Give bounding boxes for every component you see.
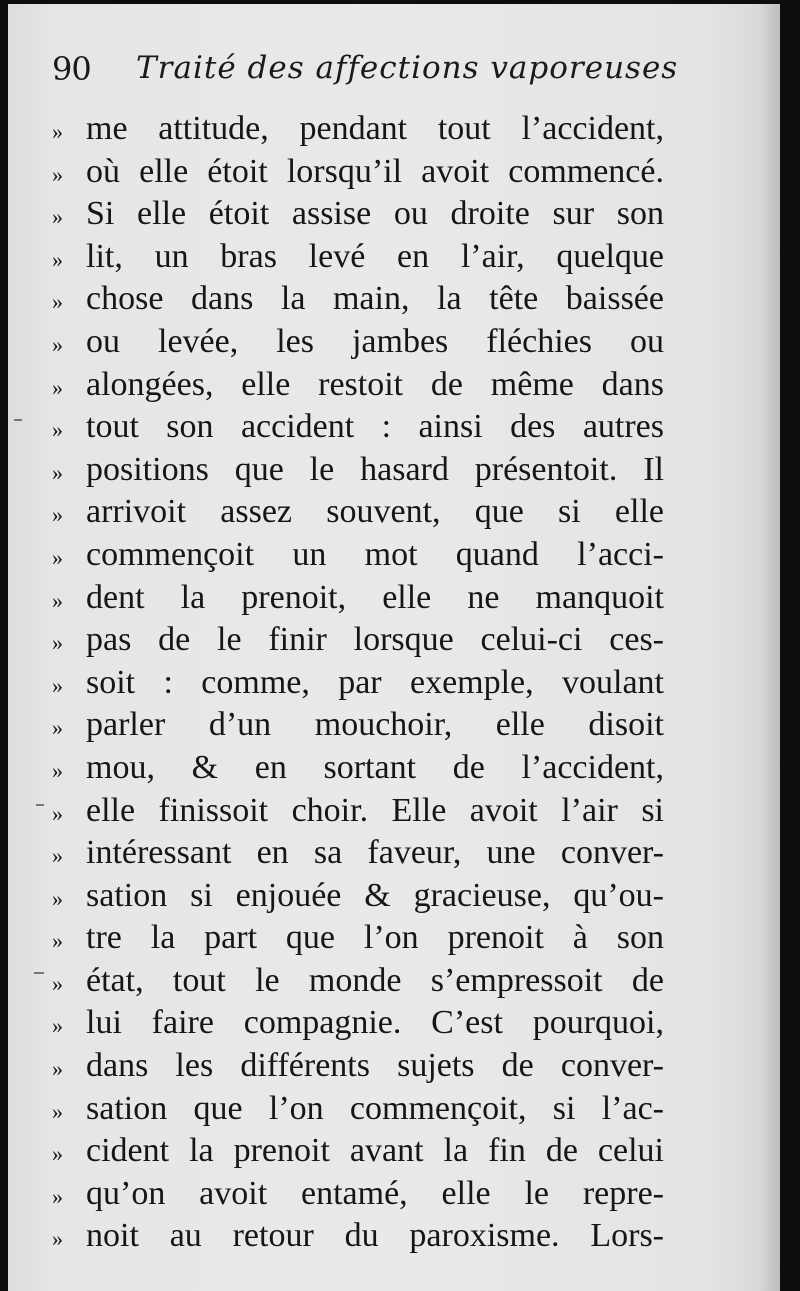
quote-mark: » bbox=[52, 587, 61, 613]
running-head: Traité des affections vaporeuses bbox=[136, 50, 679, 86]
line-text: soit : comme, par exemple, voulant bbox=[86, 663, 664, 701]
quote-mark: » bbox=[52, 1183, 61, 1209]
quote-mark: » bbox=[52, 119, 61, 144]
text-line bbox=[52, 236, 664, 279]
line-text: lit, un bras levé en l’air, quelque bbox=[86, 237, 664, 275]
line-text: cident la prenoit avant la fin de celui bbox=[86, 1132, 664, 1170]
text-line bbox=[52, 449, 664, 492]
line-text: commençoit un mot quand l’acci- bbox=[86, 535, 664, 573]
quote-mark: » bbox=[52, 630, 61, 656]
text-line bbox=[52, 832, 664, 875]
book-page bbox=[8, 4, 780, 1291]
line-text: sation que l’on commençoit, si l’ac- bbox=[86, 1089, 664, 1127]
line-text: qu’on avoit entamé, elle le repre- bbox=[86, 1174, 664, 1212]
line-text: état, tout le monde s’empressoit de bbox=[86, 961, 664, 999]
quote-mark: » bbox=[52, 544, 61, 570]
text-line bbox=[52, 151, 664, 194]
quote-mark: » bbox=[52, 1056, 61, 1082]
text-line bbox=[52, 108, 664, 151]
text-line bbox=[52, 406, 664, 449]
quote-mark: » bbox=[52, 331, 61, 357]
line-text: intéressant en sa faveur, une conver- bbox=[86, 834, 664, 872]
quote-mark: » bbox=[52, 246, 61, 272]
text-line bbox=[52, 1130, 664, 1173]
text-line bbox=[52, 747, 664, 790]
line-text: elle finissoit choir. Elle avoit l’air si bbox=[86, 791, 664, 829]
quote-mark: » bbox=[52, 289, 61, 315]
quote-mark: » bbox=[52, 374, 61, 400]
text-line bbox=[52, 364, 664, 407]
text-line bbox=[52, 875, 664, 918]
page-number: 90 bbox=[52, 50, 91, 88]
margin-speck bbox=[34, 972, 44, 974]
quote-mark: » bbox=[52, 502, 61, 528]
line-text: positions que le hasard présentoit. Il bbox=[86, 450, 664, 488]
quote-mark: » bbox=[52, 672, 61, 698]
line-text: me attitude, pendant tout l’accident, bbox=[86, 110, 664, 147]
quote-mark: » bbox=[52, 1226, 61, 1252]
quote-mark: » bbox=[52, 459, 61, 485]
line-text: parler d’un mouchoir, elle disoit bbox=[86, 706, 664, 744]
text-line bbox=[52, 917, 664, 960]
text-line bbox=[52, 491, 664, 534]
margin-speck bbox=[36, 804, 44, 806]
page-edge-shadow bbox=[758, 4, 780, 1291]
quote-mark: » bbox=[52, 204, 61, 230]
quote-mark: » bbox=[52, 757, 61, 783]
text-line bbox=[52, 1045, 664, 1088]
page-header bbox=[52, 50, 692, 100]
text-line bbox=[52, 193, 664, 236]
text-line bbox=[52, 321, 664, 364]
line-text: Si elle étoit assise ou droite sur son bbox=[86, 195, 664, 233]
quote-mark: » bbox=[52, 800, 61, 826]
text-line bbox=[52, 1088, 664, 1131]
line-text: arrivoit assez souvent, que si elle bbox=[86, 493, 664, 531]
text-line bbox=[52, 790, 664, 833]
quote-mark: » bbox=[52, 715, 61, 741]
line-text: sation si enjouée & gracieuse, qu’ou- bbox=[86, 876, 664, 914]
line-text: alongées, elle restoit de même dans bbox=[86, 365, 664, 403]
text-line bbox=[52, 1215, 664, 1258]
line-text: lui faire compagnie. C’est pourquoi, bbox=[86, 1004, 664, 1042]
text-line bbox=[52, 704, 664, 747]
quote-mark: » bbox=[52, 928, 61, 954]
text-line bbox=[52, 577, 664, 620]
quote-mark: » bbox=[52, 970, 61, 996]
line-text: où elle étoit lorsqu’il avoit commencé. bbox=[86, 152, 664, 190]
text-line bbox=[52, 534, 664, 577]
line-text: chose dans la main, la tête baissée bbox=[86, 280, 664, 318]
line-text: dent la prenoit, elle ne manquoit bbox=[86, 578, 664, 616]
text-line bbox=[52, 662, 664, 705]
line-text: mou, & en sortant de l’accident, bbox=[86, 748, 664, 786]
margin-speck bbox=[14, 419, 22, 421]
line-text: noit au retour du paroxisme. Lors- bbox=[86, 1217, 664, 1255]
text-line bbox=[52, 278, 664, 321]
line-text: ou levée, les jambes fléchies ou bbox=[86, 322, 664, 360]
quote-mark: » bbox=[52, 843, 61, 869]
quote-mark: » bbox=[52, 161, 61, 187]
text-line bbox=[52, 960, 664, 1003]
text-body bbox=[52, 108, 664, 1258]
text-line bbox=[52, 1173, 664, 1216]
quote-mark: » bbox=[52, 417, 61, 443]
text-line bbox=[52, 619, 664, 662]
line-text: dans les différents sujets de conver- bbox=[86, 1047, 664, 1085]
line-text: pas de le finir lorsque celui-ci ces- bbox=[86, 621, 664, 659]
line-text: tout son accident : ainsi des autres bbox=[86, 408, 664, 446]
quote-mark: » bbox=[52, 1098, 61, 1124]
line-text: tre la part que l’on prenoit à son bbox=[86, 919, 664, 957]
quote-mark: » bbox=[52, 1013, 61, 1039]
text-line bbox=[52, 1002, 664, 1045]
quote-mark: » bbox=[52, 1141, 61, 1167]
quote-mark: » bbox=[52, 885, 61, 911]
